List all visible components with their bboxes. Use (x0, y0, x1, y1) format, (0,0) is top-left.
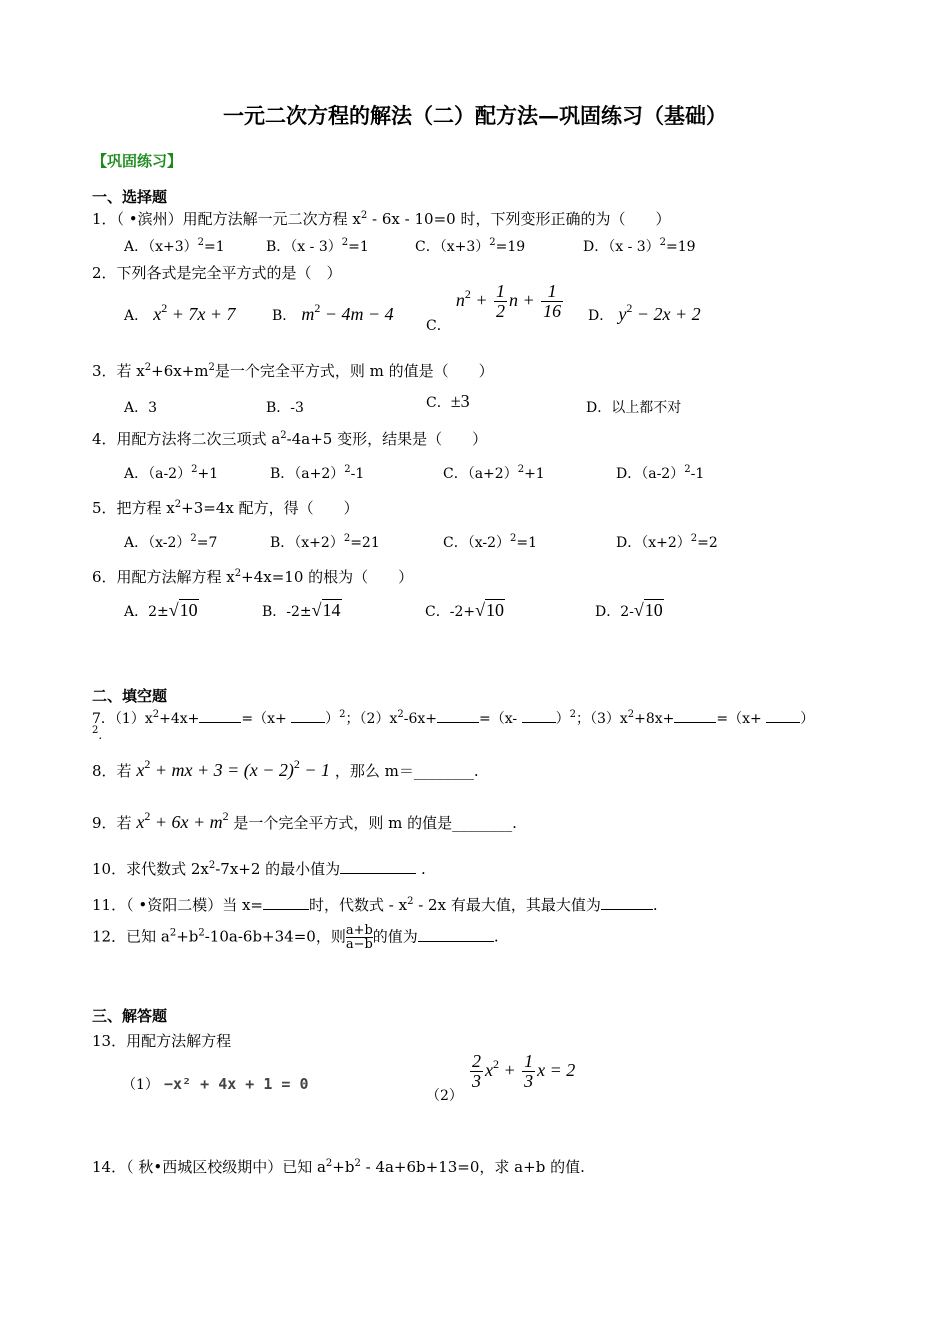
q4-option-d[interactable]: D．$(a-2)^2-1$ (616, 464, 705, 482)
q6-option-d[interactable]: D．2-√10 (595, 600, 663, 620)
question-9: 9．若 $x^2 + 6x + m^2$ 是一个完全平方式，则 m 的值是________. (92, 809, 517, 832)
q6-option-a[interactable]: A．2±√10 (124, 600, 198, 620)
part1-heading: 一、选择题 (92, 188, 168, 206)
question-4: 4．用配方法将二次三项式 $a^2-4a+5$ 变形，结果是（ ） (92, 430, 488, 448)
question-11: 11．（ •资阳二模）当 x= 时，代数式 - $x^2 - 2x$ 有最大值，其最大值为 . (92, 896, 658, 914)
q4-option-a[interactable]: A．$(a-2)^2+1$ (124, 464, 219, 482)
blank[interactable] (291, 722, 325, 723)
blank[interactable] (674, 722, 716, 723)
q2-option-b[interactable]: B． $m^2 - 4m - 4$ (272, 301, 394, 324)
q1-option-d[interactable]: D．（x - 3）$^2$=19 (583, 237, 696, 255)
q4-option-c[interactable]: C．$(a+2)^2+1$ (443, 464, 545, 482)
blank[interactable] (766, 722, 800, 723)
blank[interactable] (437, 722, 479, 723)
q2-option-a[interactable]: A． $x^2 + 7x + 7$ (124, 301, 236, 324)
q6-option-c[interactable]: C．-2+√10 (425, 600, 504, 620)
blank[interactable] (522, 722, 556, 723)
section-tag: 【巩固练习】 (92, 152, 183, 170)
q1-option-b[interactable]: B．（x - 3）$^2$=1 (266, 237, 369, 255)
q2-option-d[interactable]: D． $y^2 - 2x + 2$ (588, 301, 701, 324)
fraction-a-plus-b-over-a-minus-b: $\frac{a+b}{a-b}$ (345, 923, 373, 952)
blank[interactable] (418, 941, 494, 942)
part2-heading: 二、填空题 (92, 687, 168, 705)
q1-option-a[interactable]: A．$(x+3)^2=1$ (124, 237, 225, 255)
q13-part-2: （2） $\frac{2}{3}$ $x^2$ + $\frac{1}{3}$ x = 2 (426, 1051, 576, 1104)
q5-option-a[interactable]: A．$(x-2)^2=7$ (124, 533, 218, 551)
q3-option-a[interactable]: A．3 (124, 400, 158, 416)
q13-part-1: （1） −x² + 4x + 1 = 0 (122, 1075, 309, 1093)
q3-option-c[interactable]: C．±3 (426, 391, 470, 411)
q4-option-b[interactable]: B．$(a+2)^2-1$ (270, 464, 365, 482)
q6-option-b[interactable]: B．-2±√14 (262, 600, 341, 620)
q3-option-d[interactable]: D．以上都不对 (586, 400, 682, 416)
question-14: 14．（ 秋•西城区校级期中）已知 $a^2+b^2 - 4a+6b+13=0$，求 a+b 的值. (92, 1158, 585, 1176)
blank[interactable] (340, 873, 416, 874)
q3-option-b[interactable]: B．-3 (266, 400, 304, 416)
q1-option-c[interactable]: C．$(x+3)^2=19$ (415, 237, 526, 255)
question-8: 8．若 $x^2$ + mx + $3 = (x - 2)^2 - 1$ ，那么 m＝________. (92, 757, 479, 780)
question-12: 12．已知 $a^2+b^2-10a-6b+34=0$，则 $\frac{a+b}{a-b}$ 的值为 . (92, 923, 499, 952)
question-5: 5．把方程 $x^2+3=4x$ 配方，得（ ） (92, 499, 359, 517)
question-7: 7．$(1)x^2+4x+ =(x+ )^2$；$(2)x^2-6x+ =(x-$ ）$^2$；$(3)x^2+8x+ =(x+$ ） (92, 709, 815, 727)
q2-option-c[interactable]: C． $n^2$ + $\frac{1}{2}$ n + $\frac{1}{16}$ (426, 281, 562, 334)
page-title: 一元二次方程的解法（二）配方法—巩固练习（基础） (223, 103, 727, 128)
q5-option-b[interactable]: B．$(x+2)^2=21$ (270, 533, 380, 551)
question-3: 3．若 $x^2+6x+m^2$是一个完全平方式，则 m 的值是（ ） (92, 362, 494, 380)
q7-tail: $^2$. (92, 725, 103, 742)
question-6: 6．用配方法解方程 $x^2+4x=10$ 的根为（ ） (92, 568, 414, 586)
blank[interactable] (601, 909, 653, 910)
question-13: 13．用配方法解方程 (92, 1032, 232, 1050)
question-2: 2．下列各式是完全平方式的是（ ） (92, 264, 342, 282)
question-1: 1．（ •滨州）用配方法解一元二次方程 $x^2 - 6x - 10=0$ 时，下列变形正确的为（ ） (92, 210, 671, 228)
part3-heading: 三、解答题 (92, 1007, 168, 1025)
question-10: 10．求代数式 $2x^2-7x+2$ 的最小值为 . (92, 860, 426, 878)
blank[interactable] (263, 909, 309, 910)
q5-option-d[interactable]: D．$(x+2)^2=2$ (616, 533, 718, 551)
q5-option-c[interactable]: C．$(x-2)^2=1$ (443, 533, 538, 551)
blank[interactable] (199, 722, 241, 723)
